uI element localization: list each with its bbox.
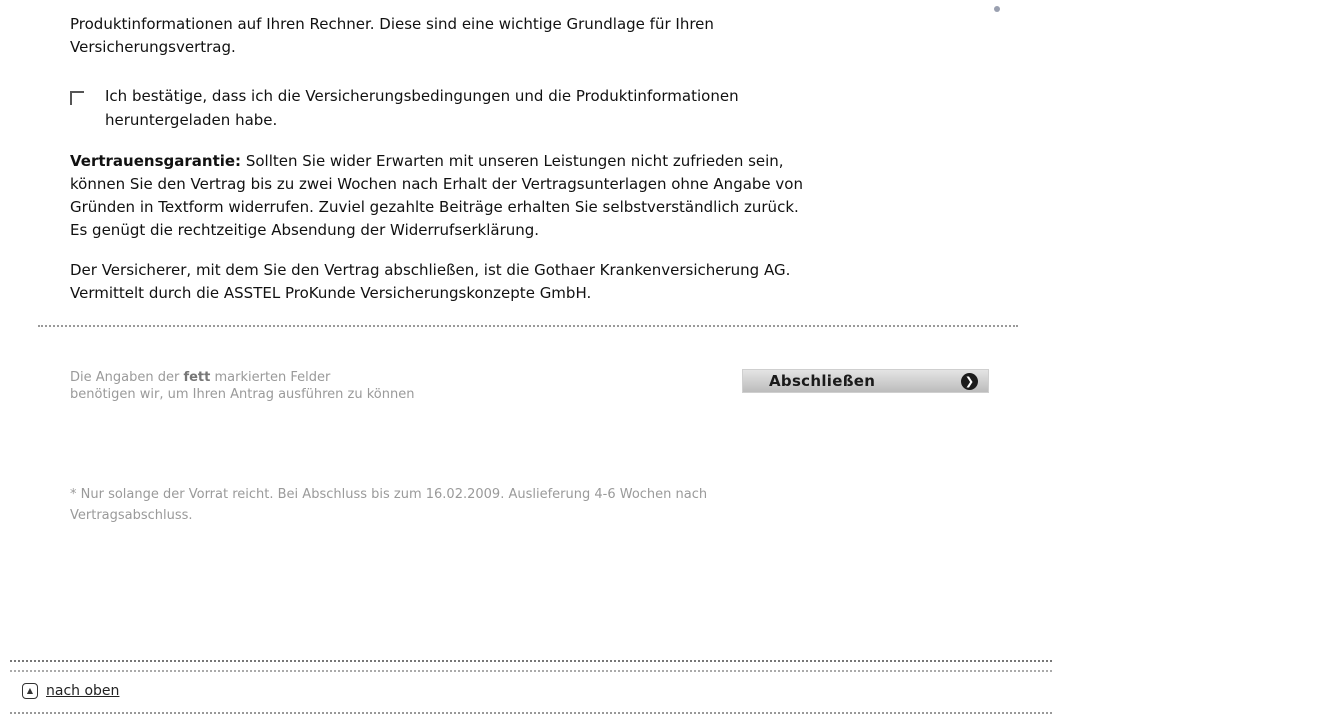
submit-button-label: Abschließen [769,372,876,390]
guarantee-line-1: Sollten Sie wider Erwarten mit unseren Leistungen nicht zufrieden sein, [241,152,784,170]
intro-paragraph [70,13,714,59]
arrow-right-icon: ❯ [961,373,978,390]
insurer-paragraph [70,259,790,305]
chevron-up-icon: ▲ [22,683,38,699]
note-bold-word: fett [183,370,211,385]
note-suffix: markierten Felder [210,370,331,385]
trust-guarantee-heading: Vertrauensgarantie: [70,152,242,170]
divider [10,670,1052,672]
note-line-2: benötigen wir, um Ihren Antrag ausführen zu können [70,387,415,402]
guarantee-line-4: Es genügt die rechtzeitige Absendung der Widerrufserklärung. [70,221,540,239]
confirm-download-label [105,84,865,132]
divider [10,712,1052,714]
submit-button[interactable] [742,369,989,393]
divider [38,325,1018,327]
back-to-top-link[interactable] [22,683,119,699]
back-to-top-label[interactable]: nach oben [46,683,120,699]
divider [10,660,1052,662]
trust-guarantee-paragraph [70,150,803,242]
confirm-line-1: Ich bestätige, dass ich die Versicherungsbedingungen und die Produktinformationen [105,87,739,105]
confirm-line-2: heruntergeladen habe. [105,111,278,129]
required-fields-note [70,369,414,403]
insurer-line-1: Der Versicherer, mit dem Sie den Vertrag abschließen, ist die Gothaer Krankenversicherung AG. [70,261,791,279]
confirm-download-checkbox[interactable] [70,91,84,105]
guarantee-line-2: können Sie den Vertrag bis zu zwei Wochen nach Erhalt der Vertragsunterlagen ohne Angabe von [70,175,803,193]
scan-speck [994,6,1000,12]
note-prefix: Die Angaben der [70,370,184,385]
intro-line-1: Produktinformationen auf Ihren Rechner. Diese sind eine wichtige Grundlage für Ihren [70,15,714,33]
footnote-line-2: Vertragsabschluss. [70,508,193,523]
guarantee-line-3: Gründen in Textform widerrufen. Zuviel gezahlte Beiträge erhalten Sie selbstverständlich zurück. [70,198,799,216]
footnote-line-1: * Nur solange der Vorrat reicht. Bei Abschluss bis zum 16.02.2009. Auslieferung 4-6 Wochen nach [70,487,708,502]
insurer-line-2: Vermittelt durch die ASSTEL ProKunde Versicherungskonzepte GmbH. [70,284,592,302]
intro-line-2: Versicherungsvertrag. [70,38,236,56]
footnote [70,484,707,526]
